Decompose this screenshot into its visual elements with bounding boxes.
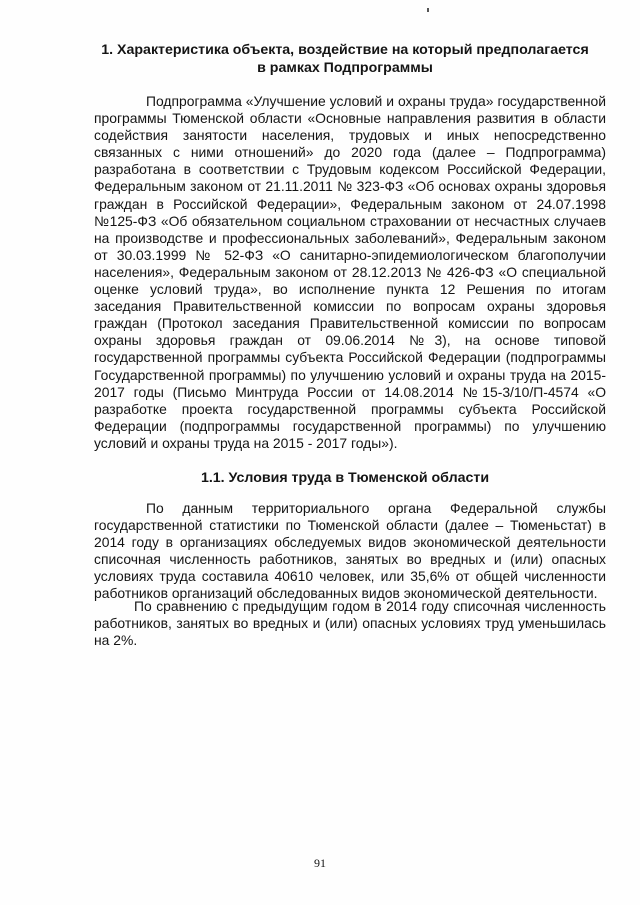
subsection-heading: 1.1. Условия труда в Тюменской области — [200, 470, 490, 486]
paragraph-comparison: По сравнению с предыдущим годом в 2014 году списочная численность работников, занятых во вредных и (или) опасных условиях труд уменьшилась на 2%. — [94, 598, 606, 649]
page-number: 91 — [314, 856, 326, 870]
scan-speck — [427, 8, 429, 12]
section-heading: 1. Характеристика объекта, воздействие на который предполагается в рамках Подпрограммы — [101, 42, 589, 76]
paragraph-statistics: По данным территориального органа Федеральной службы государственной статистики по Тюменской области (далее – Тюменьстат) в 2014 году в организациях обследуемых видов экономической деятельности списочная численность работников, занятых во вредных и (или) опасных условиях труда составила 40610 человек, или 35,6% от общей численности работников организаций обследованных видов экономической деятельности. — [94, 500, 606, 602]
paragraph-legal-basis: Подпрограмма «Улучшение условий и охраны труда» государственной программы Тюменской области «Основные направления развития в области содействия занятости населения, трудовых и иных непосредственно связанных с ними отношений» до 2020 года (далее – Подпрограмма) разработана в соответствии с Трудовым кодексом Российской Федерации, Федеральным законом от 21.11.2011 № 323-ФЗ «Об основах охраны здоровья граждан в Российской Федерации», Федеральным законом от 24.07.1998 №125-ФЗ «Об обязательном социальном страховании от несчастных случаев на производстве и профессиональных заболеваний», Федеральным законом от 30.03.1999 № 52-ФЗ «О санитарно-эпидемиологическом благополучии населения», Федеральным законом от 28.12.2013 № 426-ФЗ «О специальной оценке условий труда», во исполнение пункта 12 Решения по итогам заседания Правительственной комиссии по вопросам охраны здоровья граждан (Протокол заседания Правительственной комиссии по вопросам охраны здоровья граждан от 09.06.2014 №3), на основе типовой государственной программы субъекта Российской Федерации (подпрограммы Государственной программы) по улучшению условий и охраны труда на 2015-2017 годы (Письмо Минтруда России от 14.08.2014 №15-3/10/П-4574 «О разработке проекта государственной программы субъекта Российской Федерации (подпрограммы государственной программы) по улучшению условий и охраны труда на 2015 - 2017 годы»). — [94, 93, 606, 451]
